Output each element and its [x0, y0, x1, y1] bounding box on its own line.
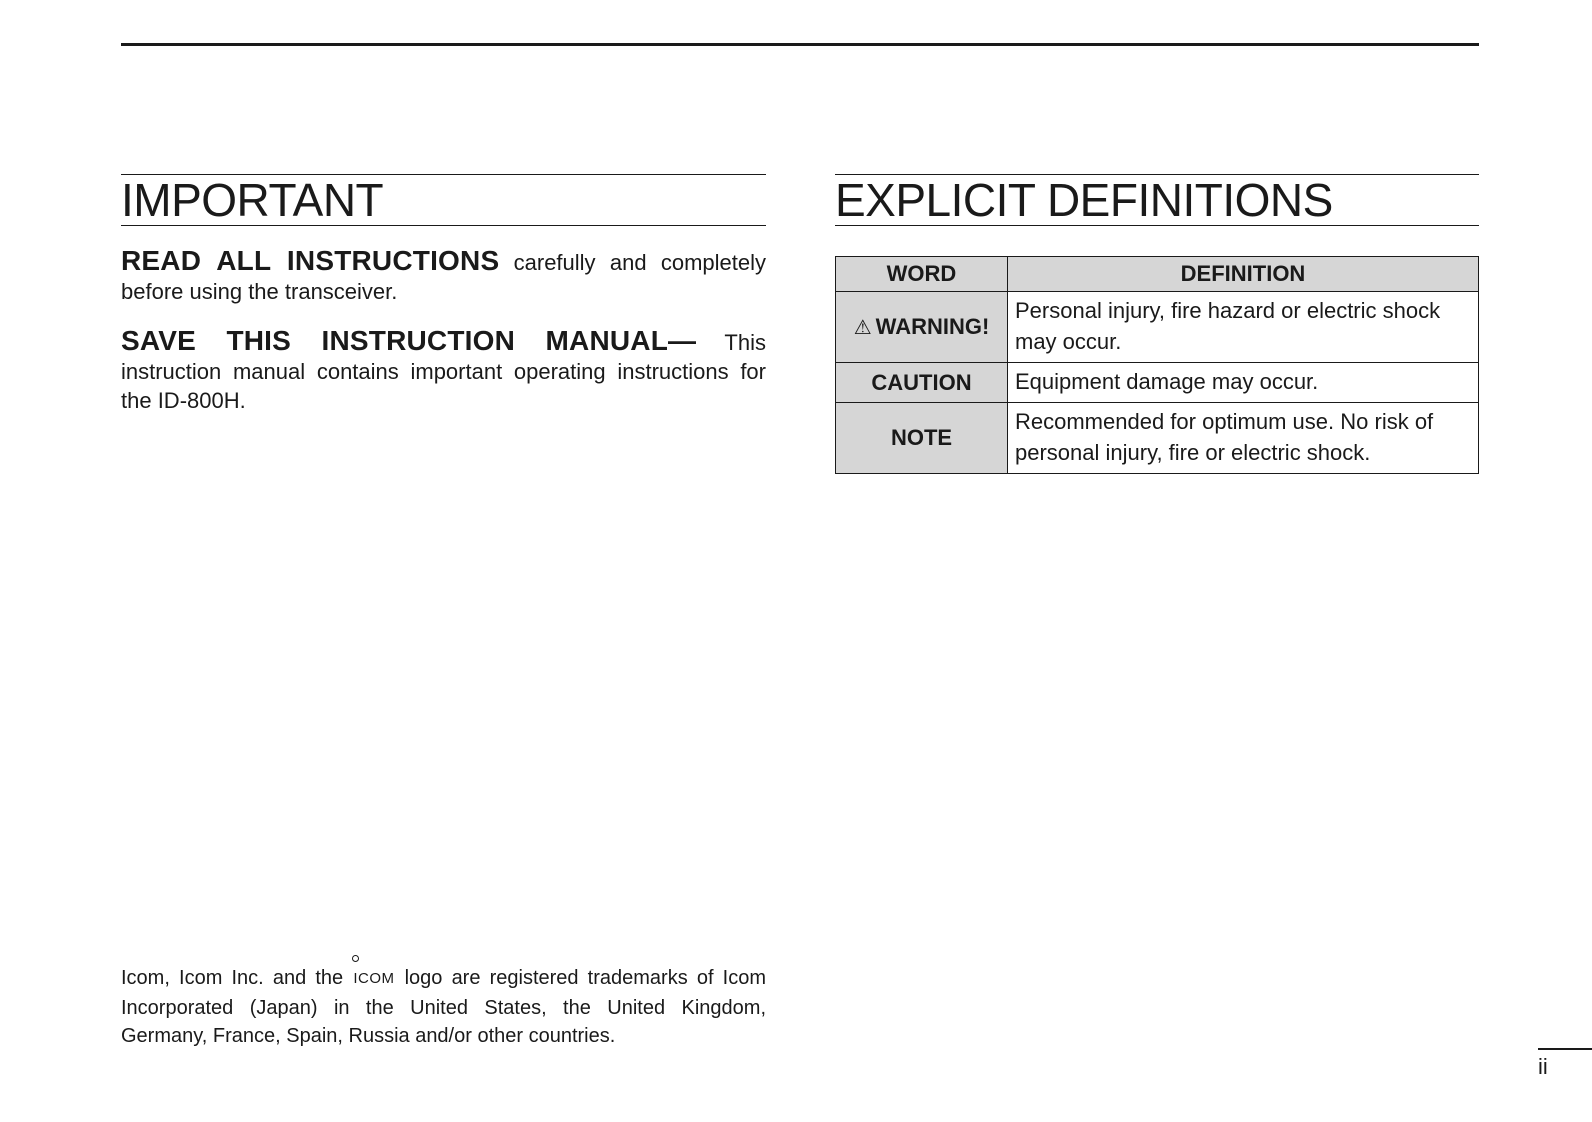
column-header-definition: DEFINITION: [1008, 257, 1479, 292]
table-row: [836, 292, 1479, 363]
read-instructions-lead: READ ALL INSTRUCTIONS: [121, 245, 500, 276]
word-cell-note: NOTE: [836, 403, 1008, 474]
icom-logo-ring: [352, 955, 359, 962]
table-row: [836, 403, 1479, 474]
word-cell-warning: [836, 292, 1008, 363]
save-manual-text: This instruction manual contains important operating instructions for the ID-800H.: [121, 330, 766, 413]
warning-triangle-icon: ⚠: [853, 317, 872, 339]
table-header-row: [836, 257, 1479, 292]
page-number: ii: [1538, 1054, 1548, 1079]
trademark-notice: [121, 964, 766, 1050]
read-instructions-text: carefully and completely before using the transceiver.: [121, 250, 766, 304]
definitions-section: [835, 174, 1479, 474]
word-warning-label: WARNING!: [875, 314, 990, 339]
trademark-text-start: Icom, Icom Inc. and the: [121, 967, 353, 989]
important-section: [121, 174, 766, 415]
definition-cell-caution: Equipment damage may occur.: [1008, 363, 1479, 403]
trademark-text-end: logo are registered trademarks of Icom Incorporated (Japan) in the United States, the United Kingdom, Germany, France, Spain, Russia and/or other countries.: [121, 967, 766, 1047]
top-rule: [121, 43, 1479, 46]
definitions-heading: EXPLICIT DEFINITIONS: [835, 174, 1479, 226]
column-header-word: WORD: [836, 257, 1008, 292]
definition-cell-warning: Personal injury, fire hazard or electric shock may occur.: [1008, 292, 1479, 363]
page-number-rule: [1538, 1048, 1592, 1050]
important-heading: IMPORTANT: [121, 174, 766, 226]
save-manual-lead: SAVE THIS INSTRUCTION MANUAL—: [121, 325, 697, 356]
save-manual-paragraph: [121, 326, 766, 415]
definition-cell-note: Recommended for optimum use. No risk of personal injury, fire or electric shock.: [1008, 403, 1479, 474]
icom-logo: [352, 965, 395, 993]
read-instructions-paragraph: [121, 246, 766, 306]
definitions-table: [835, 256, 1479, 474]
word-cell-caution: CAUTION: [836, 363, 1008, 403]
icom-logo-text: ICOM: [353, 970, 395, 987]
table-row: [836, 363, 1479, 403]
